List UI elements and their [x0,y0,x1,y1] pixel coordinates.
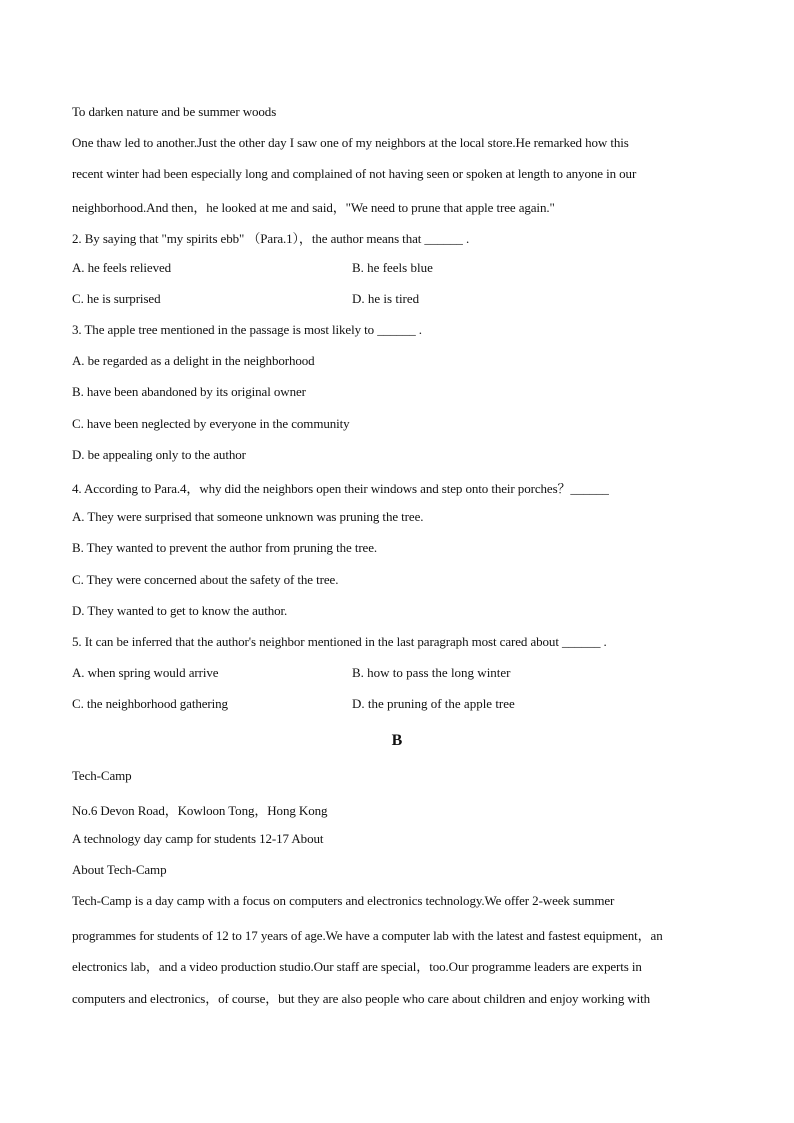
question-3-option-a[interactable]: A. be regarded as a delight in the neighborhood [72,353,315,368]
section-b-line: No.6 Devon Road，Kowloon Tong，Hong Kong [72,803,328,818]
question-2-option-d[interactable]: D. he is tired [352,291,420,306]
passage-line: recent winter had been especially long and complained of not having seen or spoken at length to anyone in our [72,166,637,181]
question-5-option-c[interactable]: C. the neighborhood gathering [72,696,228,711]
section-b-heading: B [391,732,403,749]
section-b-line: programmes for students of 12 to 17 years of age.We have a computer lab with the latest and fastest equipment，an [72,928,663,943]
question-4-option-a[interactable]: A. They were surprised that someone unknown was pruning the tree. [72,509,424,524]
question-4-option-d[interactable]: D. They wanted to get to know the author. [72,603,288,618]
section-b-line: About Tech-Camp [72,862,167,877]
question-3-option-c[interactable]: C. have been neglected by everyone in the community [72,416,350,431]
section-b-line: Tech-Camp is a day camp with a focus on computers and electronics technology.We offer 2-week summer [72,893,615,908]
question-4-option-c[interactable]: C. They were concerned about the safety of the tree. [72,572,339,587]
section-b-line: computers and electronics，of course，but they are also people who care about children and enjoy working with [72,991,651,1006]
question-2-stem: 2. By saying that "my spirits ebb" （Para.1），the author means that ______ . [72,231,470,246]
question-5-stem: 5. It can be inferred that the author's neighbor mentioned in the last paragraph most cared about ______ . [72,634,607,649]
section-b-line: electronics lab，and a video production studio.Our staff are special，too.Our programme leaders are experts in [72,959,642,974]
question-4-option-b[interactable]: B. They wanted to prevent the author from pruning the tree. [72,540,378,555]
question-2-option-b[interactable]: B. he feels blue [352,260,433,275]
question-5-option-b[interactable]: B. how to pass the long winter [352,665,511,680]
question-5-option-d[interactable]: D. the pruning of the apple tree [352,696,515,711]
passage-line: neighborhood.And then，he looked at me and said，"We need to prune that apple tree again." [72,200,555,215]
passage-title-line: To darken nature and be summer woods [72,104,277,119]
section-b-line: A technology day camp for students 12-17 About [72,831,324,846]
question-3-stem: 3. The apple tree mentioned in the passage is most likely to ______ . [72,322,422,337]
question-3-option-d[interactable]: D. be appealing only to the author [72,447,246,462]
question-2-option-c[interactable]: C. he is surprised [72,291,161,306]
passage-line: One thaw led to another.Just the other day I saw one of my neighbors at the local store.He remarked how this [72,135,629,150]
question-5-option-a[interactable]: A. when spring would arrive [72,665,219,680]
question-2-option-a[interactable]: A. he feels relieved [72,260,172,275]
section-b-line: Tech-Camp [72,768,132,783]
question-4-stem: 4. According to Para.4，why did the neighbors open their windows and step onto their porches？______ [72,481,609,496]
question-3-option-b[interactable]: B. have been abandoned by its original owner [72,384,306,399]
